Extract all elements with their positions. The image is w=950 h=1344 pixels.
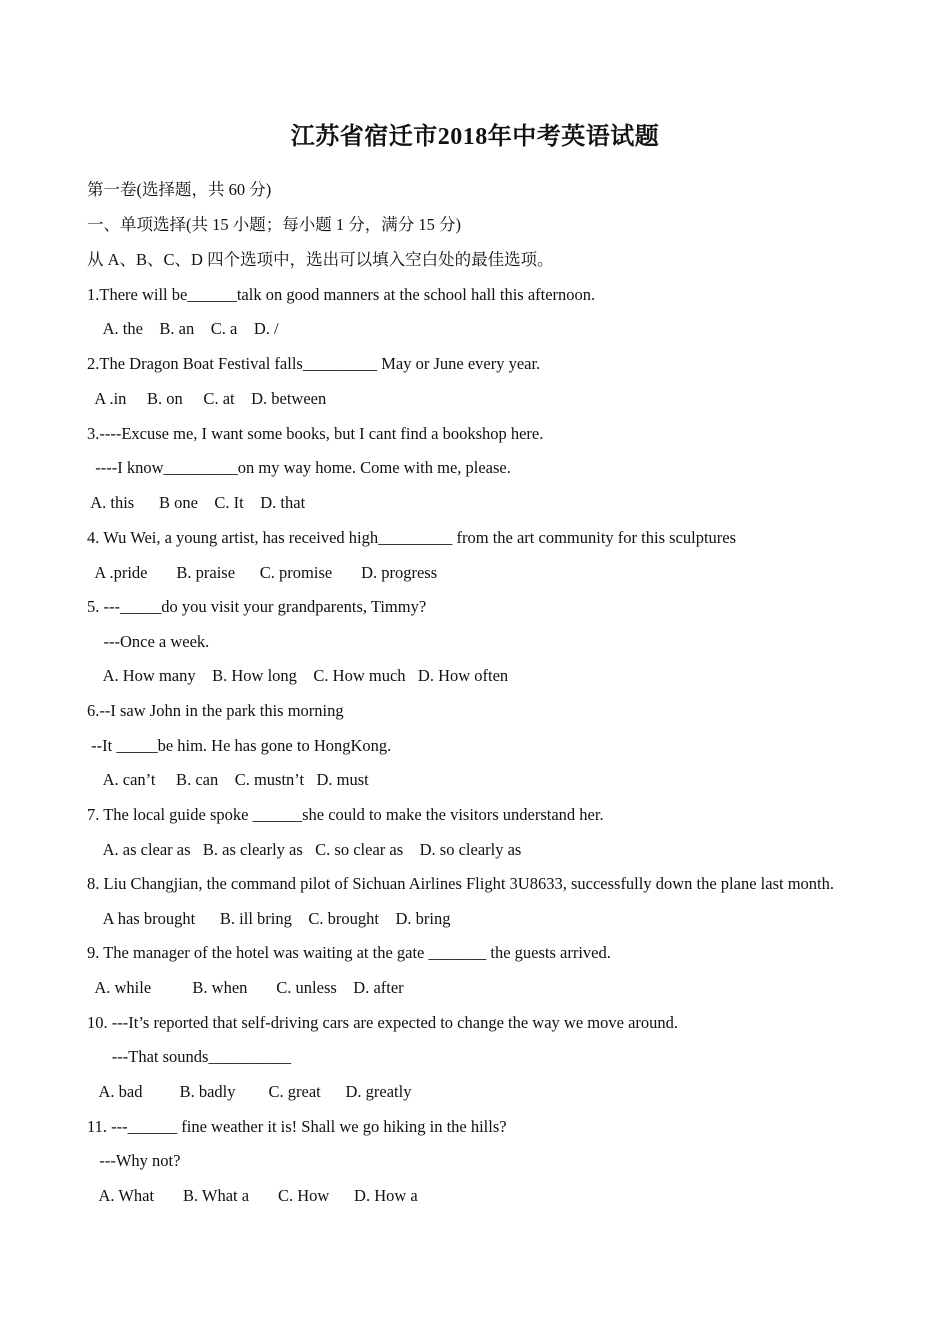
question-9-stem: 9. The manager of the hotel was waiting at the gate _______ the guests arrived. <box>87 943 611 962</box>
question-3-stem: 3.----Excuse me, I want some books, but I cant find a bookshop here. <box>87 424 544 443</box>
question-4-options: A .pride B. praise C. promise D. progress <box>87 563 438 582</box>
part-heading: 一、单项选择(共 15 小题；每小题 1 分，满分 15 分) <box>87 215 461 234</box>
question-1-stem: 1.There will be______talk on good manners at the school hall this afternoon. <box>87 285 596 304</box>
question-11-stem: 11. ---______ fine weather it is! Shall we go hiking in the hills? <box>87 1117 507 1136</box>
instructions: 从 A、B、C、D 四个选项中，选出可以填入空白处的最佳选项。 <box>87 250 554 269</box>
question-3-reply: ----I know_________on my way home. Come with me, please. <box>87 458 511 477</box>
question-2-stem: 2.The Dragon Boat Festival falls_________ May or June every year. <box>87 354 541 373</box>
question-11-options: A. What B. What a C. How D. How a <box>87 1186 418 1205</box>
question-4-stem: 4. Wu Wei, a young artist, has received high_________ from the art community for this sculptures <box>87 528 737 547</box>
question-1-options: A. the B. an C. a D. / <box>87 319 279 338</box>
question-7-options: A. as clear as B. as clearly as C. so clear as D. so clearly as <box>87 840 522 859</box>
question-2-options: A .in B. on C. at D. between <box>87 389 327 408</box>
question-3-options: A. this B one C. It D. that <box>87 493 306 512</box>
section-heading: 第一卷(选择题，共 60 分) <box>87 180 272 199</box>
question-8-stem: 8. Liu Changjian, the command pilot of Sichuan Airlines Flight 3U8633, successfully down the plane last month. <box>87 874 834 893</box>
question-8-options: A has brought B. ill bring C. brought D. bring <box>87 909 451 928</box>
question-6-options: A. can’t B. can C. mustn’t D. must <box>87 770 369 789</box>
question-9-options: A. while B. when C. unless D. after <box>87 978 404 997</box>
question-5-options: A. How many B. How long C. How much D. How often <box>87 666 509 685</box>
question-11-reply: ---Why not? <box>87 1151 181 1170</box>
question-10-stem: 10. ---It’s reported that self-driving cars are expected to change the way we move around. <box>87 1013 679 1032</box>
question-5-reply: ---Once a week. <box>87 632 210 651</box>
question-7-stem: 7. The local guide spoke ______she could to make the visitors understand her. <box>87 805 604 824</box>
question-10-reply: ---That sounds__________ <box>87 1047 291 1066</box>
question-5-stem: 5. ---_____do you visit your grandparents, Timmy? <box>87 597 427 616</box>
document-title: 江苏省宿迁市2018年中考英语试题 <box>290 124 660 150</box>
question-6-stem: 6.--I saw John in the park this morning <box>87 701 344 720</box>
question-6-reply: --It _____be him. He has gone to HongKong. <box>87 736 392 755</box>
question-10-options: A. bad B. badly C. great D. greatly <box>87 1082 412 1101</box>
